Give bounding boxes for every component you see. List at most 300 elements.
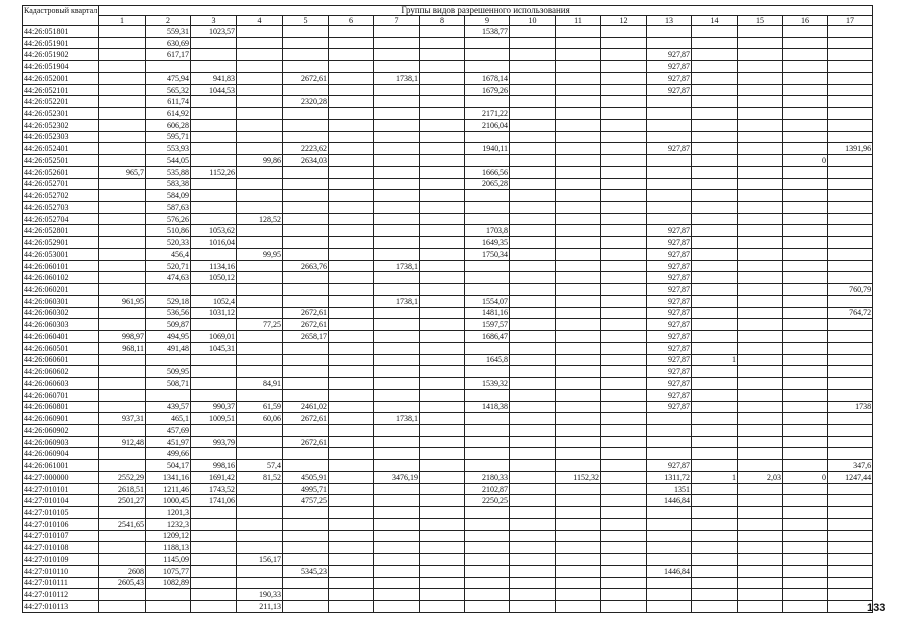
value-cell	[510, 143, 556, 155]
value-cell: 2,03	[738, 471, 783, 483]
value-cell	[283, 378, 329, 390]
value-cell	[237, 483, 283, 495]
value-cell: 606,28	[146, 119, 191, 131]
value-cell: 156,17	[237, 554, 283, 566]
value-cell: 1418,38	[465, 401, 510, 413]
value-cell	[420, 331, 465, 343]
table-row	[23, 542, 873, 554]
value-cell	[828, 295, 873, 307]
value-cell	[99, 237, 146, 249]
value-cell	[420, 272, 465, 284]
value-cell	[465, 389, 510, 401]
value-cell	[237, 61, 283, 73]
value-cell: 1082,89	[146, 577, 191, 589]
value-cell: 1738	[828, 401, 873, 413]
value-cell: 2672,61	[283, 436, 329, 448]
value-cell	[692, 225, 738, 237]
value-cell	[420, 26, 465, 38]
value-cell	[191, 507, 237, 519]
value-cell	[237, 131, 283, 143]
value-cell	[510, 108, 556, 120]
value-cell	[420, 460, 465, 472]
value-cell	[783, 190, 828, 202]
value-cell	[828, 37, 873, 49]
value-cell	[601, 378, 647, 390]
table-row	[23, 413, 873, 425]
value-cell	[510, 155, 556, 167]
value-cell	[283, 530, 329, 542]
value-cell: 927,87	[647, 84, 692, 96]
value-cell: 2320,28	[283, 96, 329, 108]
value-cell	[283, 354, 329, 366]
value-cell	[283, 131, 329, 143]
value-cell	[828, 342, 873, 354]
value-cell: 2672,61	[283, 72, 329, 84]
value-cell	[556, 260, 601, 272]
value-cell: 456,4	[146, 248, 191, 260]
value-cell	[420, 213, 465, 225]
value-cell	[601, 577, 647, 589]
kvartal-cell: 44:26:060102	[23, 272, 99, 284]
value-cell	[191, 119, 237, 131]
value-cell	[647, 155, 692, 167]
value-cell	[510, 307, 556, 319]
value-cell: 84,91	[237, 378, 283, 390]
value-cell	[601, 600, 647, 612]
table-row	[23, 143, 873, 155]
value-cell	[283, 84, 329, 96]
value-cell: 535,88	[146, 166, 191, 178]
value-cell	[601, 61, 647, 73]
value-cell	[510, 84, 556, 96]
value-cell	[738, 178, 783, 190]
value-cell	[738, 436, 783, 448]
value-cell: 211,13	[237, 600, 283, 612]
value-cell	[99, 354, 146, 366]
value-cell	[191, 565, 237, 577]
value-cell	[374, 354, 420, 366]
value-cell: 941,83	[191, 72, 237, 84]
value-cell	[329, 225, 374, 237]
value-cell	[465, 436, 510, 448]
value-cell	[601, 366, 647, 378]
value-cell	[828, 178, 873, 190]
value-cell	[420, 378, 465, 390]
value-cell	[738, 378, 783, 390]
value-cell	[556, 495, 601, 507]
value-cell	[692, 84, 738, 96]
value-cell	[510, 354, 556, 366]
value-cell	[692, 542, 738, 554]
kvartal-cell: 44:26:052704	[23, 213, 99, 225]
value-cell	[99, 542, 146, 554]
value-cell	[283, 448, 329, 460]
kvartal-cell: 44:26:060603	[23, 378, 99, 390]
value-cell	[601, 26, 647, 38]
kvartal-cell: 44:27:010104	[23, 495, 99, 507]
value-cell	[329, 448, 374, 460]
cadastral-table	[22, 5, 873, 613]
value-cell: 0	[783, 471, 828, 483]
value-cell: 968,11	[99, 342, 146, 354]
value-cell	[692, 37, 738, 49]
value-cell	[237, 190, 283, 202]
value-cell	[191, 143, 237, 155]
value-cell	[601, 413, 647, 425]
value-cell	[828, 190, 873, 202]
value-cell	[420, 389, 465, 401]
table-row	[23, 37, 873, 49]
value-cell	[692, 260, 738, 272]
value-cell	[783, 589, 828, 601]
value-cell	[283, 366, 329, 378]
value-cell	[191, 155, 237, 167]
value-cell: 927,87	[647, 366, 692, 378]
value-cell	[420, 307, 465, 319]
value-cell	[556, 61, 601, 73]
value-cell: 510,86	[146, 225, 191, 237]
value-cell	[601, 37, 647, 49]
value-cell	[601, 155, 647, 167]
value-cell: 1738,1	[374, 72, 420, 84]
value-cell	[465, 202, 510, 214]
table-row	[23, 307, 873, 319]
value-cell	[374, 307, 420, 319]
value-cell	[510, 460, 556, 472]
value-cell	[510, 190, 556, 202]
value-cell	[783, 295, 828, 307]
value-cell	[556, 460, 601, 472]
value-cell	[783, 436, 828, 448]
value-cell	[556, 331, 601, 343]
value-cell	[556, 600, 601, 612]
table-row	[23, 483, 873, 495]
kvartal-cell: 44:27:000000	[23, 471, 99, 483]
value-cell	[191, 530, 237, 542]
value-cell	[465, 96, 510, 108]
value-cell	[510, 378, 556, 390]
value-cell	[374, 401, 420, 413]
value-cell: 927,87	[647, 401, 692, 413]
value-cell	[374, 331, 420, 343]
kvartal-cell: 44:26:052702	[23, 190, 99, 202]
value-cell	[692, 248, 738, 260]
value-cell	[237, 577, 283, 589]
value-cell: 508,71	[146, 378, 191, 390]
value-cell	[738, 577, 783, 589]
value-cell: 81,52	[237, 471, 283, 483]
value-cell	[510, 389, 556, 401]
kvartal-cell: 44:27:010111	[23, 577, 99, 589]
value-cell	[374, 26, 420, 38]
value-cell: 1000,45	[146, 495, 191, 507]
value-cell	[99, 119, 146, 131]
value-cell	[556, 225, 601, 237]
value-cell	[601, 166, 647, 178]
value-cell: 2180,33	[465, 471, 510, 483]
value-cell	[329, 178, 374, 190]
value-cell	[329, 354, 374, 366]
value-cell	[828, 577, 873, 589]
value-cell	[237, 507, 283, 519]
value-cell	[99, 108, 146, 120]
kvartal-cell: 44:26:051902	[23, 49, 99, 61]
value-cell	[828, 248, 873, 260]
value-cell: 509,95	[146, 366, 191, 378]
value-cell	[374, 225, 420, 237]
column-number: 4	[237, 16, 283, 26]
column-number: 8	[420, 16, 465, 26]
table-row	[23, 600, 873, 612]
value-cell: 1009,51	[191, 413, 237, 425]
value-cell	[374, 143, 420, 155]
value-cell: 630,69	[146, 37, 191, 49]
value-cell	[556, 26, 601, 38]
value-cell	[647, 190, 692, 202]
value-cell	[329, 260, 374, 272]
value-cell	[601, 260, 647, 272]
value-cell: 927,87	[647, 307, 692, 319]
value-cell	[420, 436, 465, 448]
value-cell: 1341,16	[146, 471, 191, 483]
value-cell	[783, 366, 828, 378]
value-cell	[191, 213, 237, 225]
value-cell	[601, 331, 647, 343]
value-cell	[237, 542, 283, 554]
value-cell	[465, 565, 510, 577]
value-cell	[420, 178, 465, 190]
value-cell	[191, 518, 237, 530]
value-cell	[692, 213, 738, 225]
value-cell	[510, 448, 556, 460]
value-cell: 2608	[99, 565, 146, 577]
kvartal-cell: 44:27:010110	[23, 565, 99, 577]
kvartal-cell: 44:26:052701	[23, 178, 99, 190]
value-cell	[237, 518, 283, 530]
value-cell	[556, 190, 601, 202]
value-cell	[647, 96, 692, 108]
value-cell	[738, 401, 783, 413]
value-cell	[99, 378, 146, 390]
kvartal-cell: 44:26:051801	[23, 26, 99, 38]
value-cell	[647, 577, 692, 589]
value-cell: 529,18	[146, 295, 191, 307]
value-cell: 4995,71	[283, 483, 329, 495]
value-cell	[283, 26, 329, 38]
value-cell	[465, 37, 510, 49]
value-cell: 614,92	[146, 108, 191, 120]
value-cell	[374, 284, 420, 296]
value-cell: 1044,53	[191, 84, 237, 96]
value-cell	[99, 84, 146, 96]
value-cell	[783, 178, 828, 190]
value-cell	[692, 166, 738, 178]
value-cell	[191, 600, 237, 612]
value-cell	[692, 600, 738, 612]
value-cell	[692, 401, 738, 413]
kvartal-cell: 44:26:052601	[23, 166, 99, 178]
value-cell	[99, 507, 146, 519]
value-cell: 451,97	[146, 436, 191, 448]
value-cell	[828, 389, 873, 401]
value-cell	[783, 96, 828, 108]
value-cell	[556, 342, 601, 354]
value-cell	[237, 202, 283, 214]
value-cell	[783, 530, 828, 542]
value-cell	[828, 589, 873, 601]
kvartal-cell: 44:26:052501	[23, 155, 99, 167]
value-cell: 1201,3	[146, 507, 191, 519]
value-cell	[99, 401, 146, 413]
kvartal-header: Кадастровый квартал	[23, 6, 99, 26]
column-number: 13	[647, 16, 692, 26]
value-cell: 1351	[647, 483, 692, 495]
value-cell	[374, 84, 420, 96]
value-cell: 1597,57	[465, 319, 510, 331]
value-cell: 1691,42	[191, 471, 237, 483]
value-cell	[556, 49, 601, 61]
value-cell	[191, 366, 237, 378]
value-cell	[510, 495, 556, 507]
value-cell: 347,6	[828, 460, 873, 472]
value-cell	[510, 37, 556, 49]
value-cell	[329, 424, 374, 436]
value-cell	[374, 213, 420, 225]
value-cell	[647, 202, 692, 214]
value-cell: 2663,76	[283, 260, 329, 272]
value-cell	[738, 72, 783, 84]
value-cell	[601, 284, 647, 296]
value-cell	[420, 84, 465, 96]
value-cell	[510, 600, 556, 612]
value-cell	[783, 460, 828, 472]
value-cell	[828, 225, 873, 237]
value-cell: 1134,16	[191, 260, 237, 272]
value-cell: 1152,32	[556, 471, 601, 483]
value-cell	[692, 436, 738, 448]
value-cell	[738, 342, 783, 354]
value-cell	[283, 518, 329, 530]
value-cell	[374, 495, 420, 507]
table-row	[23, 213, 873, 225]
value-cell	[510, 178, 556, 190]
value-cell	[692, 26, 738, 38]
value-cell: 1679,26	[465, 84, 510, 96]
value-cell	[420, 61, 465, 73]
value-cell	[99, 96, 146, 108]
value-cell	[738, 284, 783, 296]
value-cell	[601, 143, 647, 155]
value-cell	[329, 202, 374, 214]
value-cell	[237, 108, 283, 120]
value-cell	[374, 96, 420, 108]
table-row	[23, 436, 873, 448]
kvartal-cell: 44:26:060701	[23, 389, 99, 401]
table-row	[23, 119, 873, 131]
value-cell	[146, 354, 191, 366]
value-cell	[783, 565, 828, 577]
value-cell: 927,87	[647, 342, 692, 354]
value-cell	[556, 413, 601, 425]
value-cell	[828, 495, 873, 507]
value-cell	[283, 213, 329, 225]
value-cell	[556, 96, 601, 108]
table-row	[23, 495, 873, 507]
value-cell	[556, 589, 601, 601]
value-cell: 927,87	[647, 260, 692, 272]
value-cell: 927,87	[647, 354, 692, 366]
value-cell	[738, 448, 783, 460]
kvartal-cell: 44:26:060902	[23, 424, 99, 436]
value-cell: 993,79	[191, 436, 237, 448]
value-cell	[601, 96, 647, 108]
value-cell	[329, 319, 374, 331]
value-cell	[374, 565, 420, 577]
value-cell	[191, 108, 237, 120]
table-row	[23, 366, 873, 378]
value-cell: 965,7	[99, 166, 146, 178]
value-cell	[647, 424, 692, 436]
value-cell	[99, 143, 146, 155]
value-cell	[420, 143, 465, 155]
value-cell	[828, 49, 873, 61]
value-cell	[283, 49, 329, 61]
value-cell	[191, 378, 237, 390]
groups-header: Группы видов разрешенного использования	[99, 6, 873, 16]
value-cell	[692, 295, 738, 307]
value-cell: 509,87	[146, 319, 191, 331]
value-cell: 1554,07	[465, 295, 510, 307]
value-cell: 937,31	[99, 413, 146, 425]
value-cell	[647, 436, 692, 448]
table-row	[23, 295, 873, 307]
value-cell	[556, 424, 601, 436]
value-cell	[329, 237, 374, 249]
value-cell	[420, 542, 465, 554]
kvartal-cell: 44:27:010107	[23, 530, 99, 542]
value-cell	[556, 202, 601, 214]
kvartal-cell: 44:26:052201	[23, 96, 99, 108]
value-cell	[556, 119, 601, 131]
value-cell	[556, 84, 601, 96]
value-cell	[828, 378, 873, 390]
value-cell	[601, 483, 647, 495]
value-cell	[738, 589, 783, 601]
value-cell	[738, 424, 783, 436]
value-cell: 1686,47	[465, 331, 510, 343]
value-cell	[828, 530, 873, 542]
value-cell	[465, 542, 510, 554]
table-row	[23, 507, 873, 519]
value-cell	[420, 600, 465, 612]
value-cell: 474,63	[146, 272, 191, 284]
value-cell	[783, 284, 828, 296]
value-cell	[191, 542, 237, 554]
table-row	[23, 354, 873, 366]
value-cell	[601, 530, 647, 542]
value-cell	[510, 471, 556, 483]
value-cell	[783, 507, 828, 519]
value-cell	[374, 507, 420, 519]
value-cell	[692, 143, 738, 155]
value-cell	[601, 518, 647, 530]
value-cell	[647, 37, 692, 49]
value-cell	[237, 96, 283, 108]
value-cell	[738, 507, 783, 519]
value-cell	[329, 26, 374, 38]
value-cell	[601, 460, 647, 472]
value-cell	[420, 202, 465, 214]
